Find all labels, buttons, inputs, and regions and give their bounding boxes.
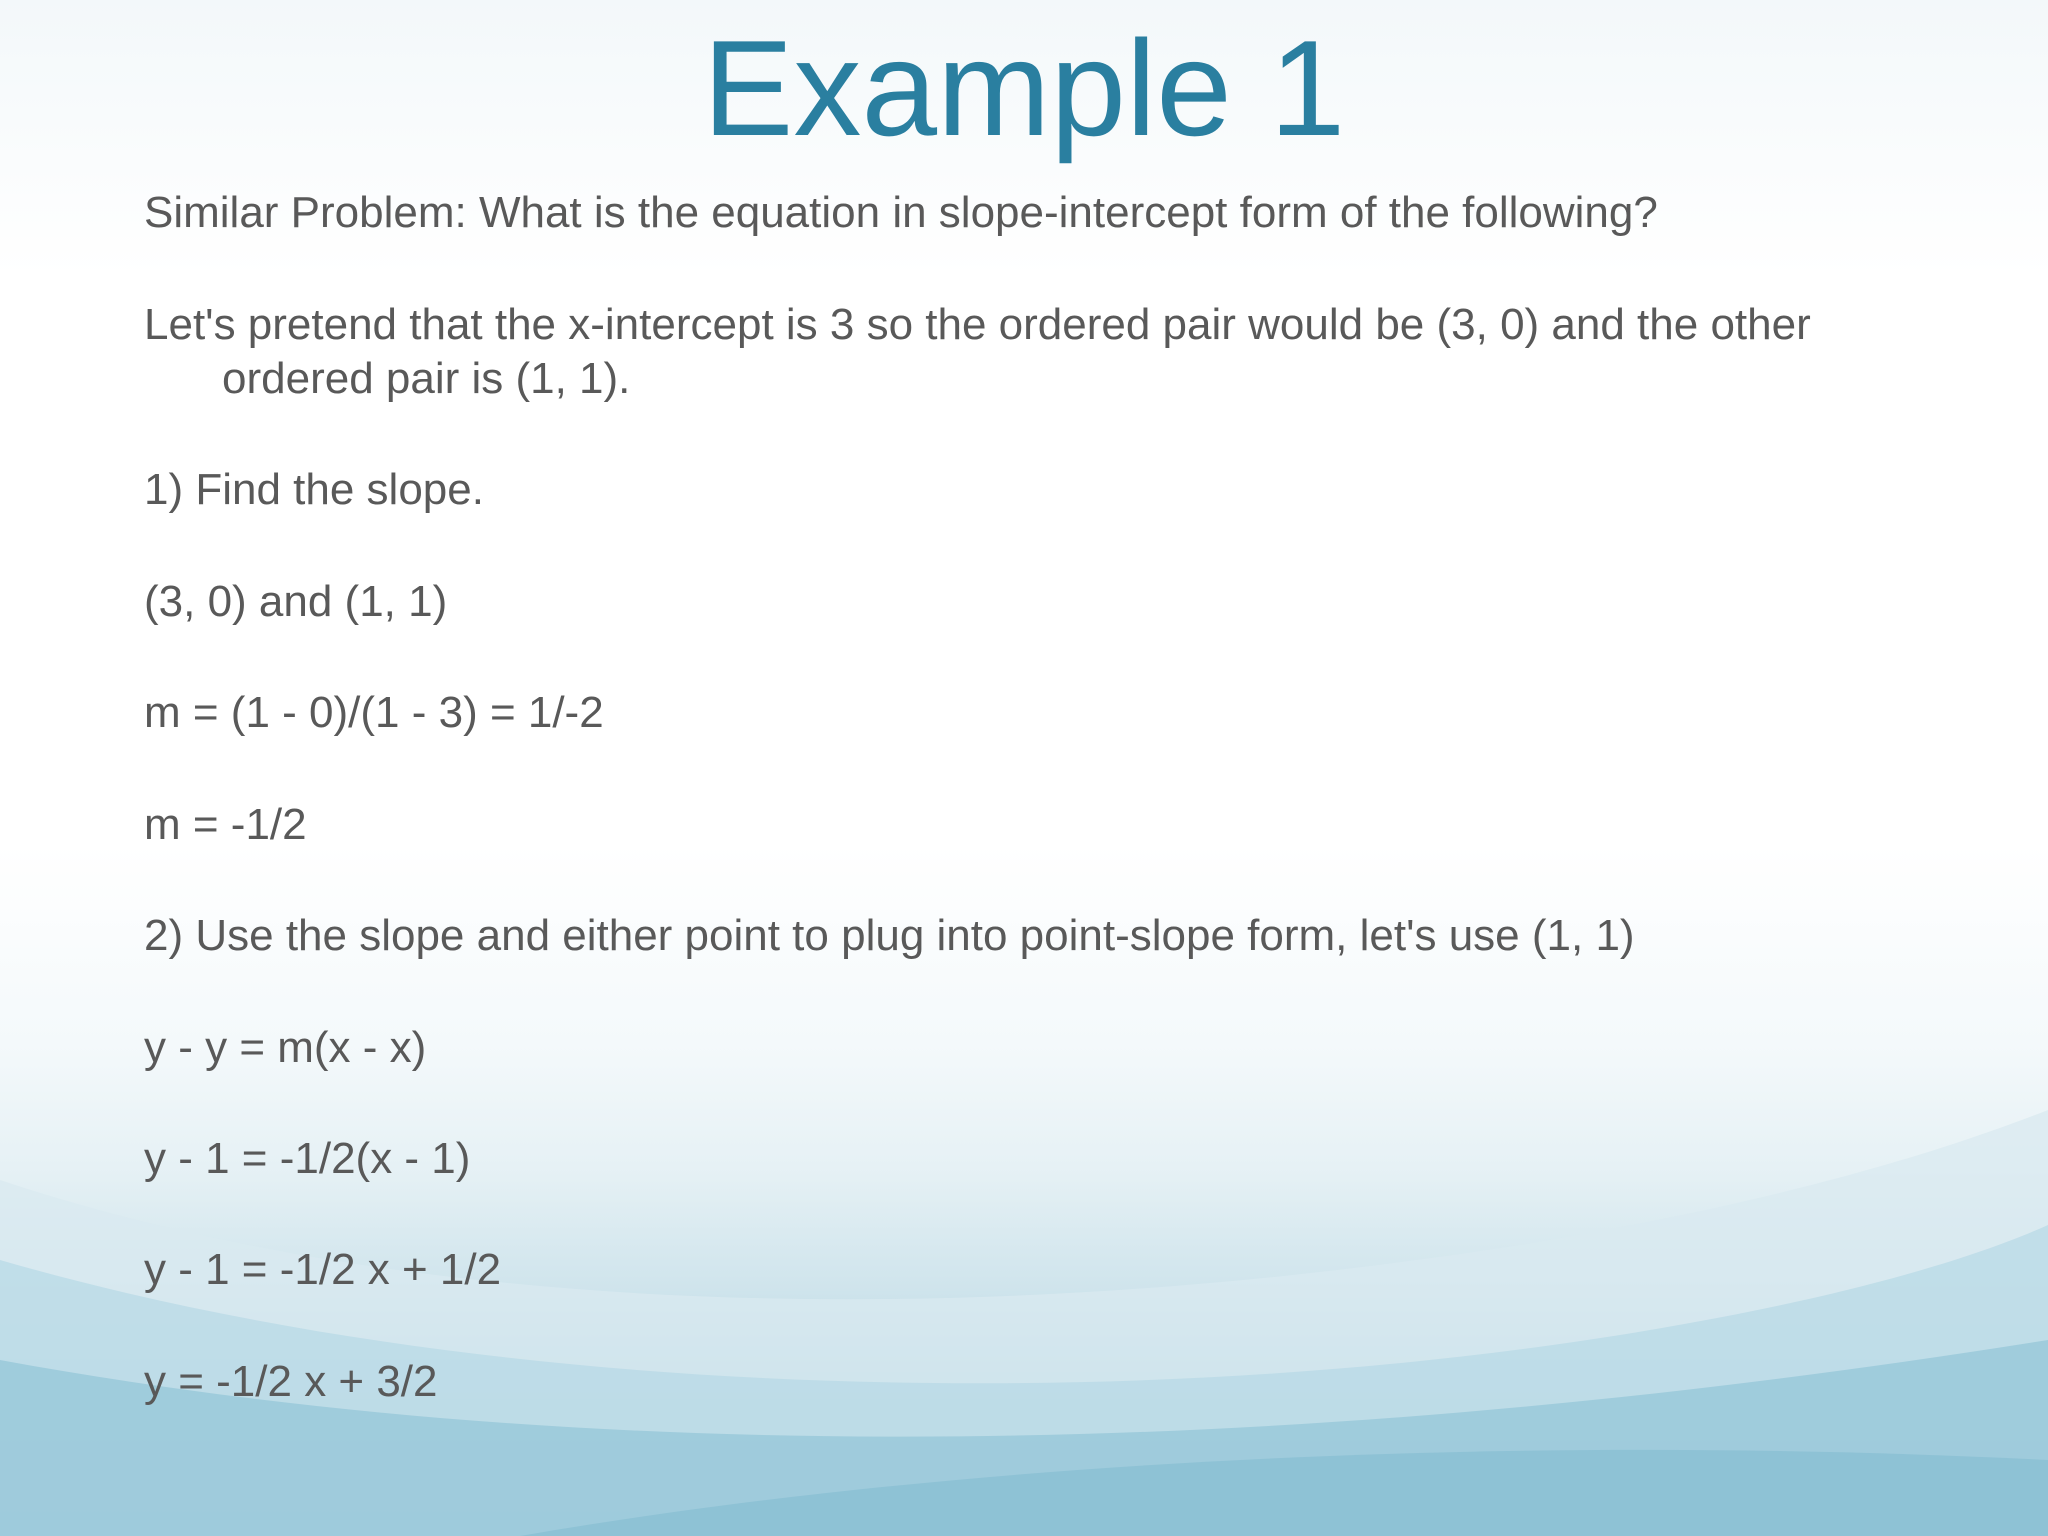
final-equation: y = -1/2 x + 3/2 <box>144 1357 438 1406</box>
substitution-line: y - 1 = -1/2(x - 1) <box>144 1134 471 1183</box>
point-slope-formula: y - y = m(x - x) <box>144 1023 427 1072</box>
slope-result: m = -1/2 <box>144 800 307 849</box>
problem-statement: Similar Problem: What is the equation in slope-intercept form of the following? <box>144 188 1658 237</box>
step-2-heading: 2) Use the slope and either point to plug into point-slope form, let's use (1, 1) <box>144 911 1635 960</box>
assumption-line-2: ordered pair is (1, 1). <box>222 354 631 403</box>
step-1-heading: 1) Find the slope. <box>144 465 484 514</box>
points-line: (3, 0) and (1, 1) <box>144 577 448 626</box>
assumption-line-1: Let's pretend that the x-intercept is 3 so the ordered pair would be (3, 0) and the other <box>144 300 1811 349</box>
slope-calculation: m = (1 - 0)/(1 - 3) = 1/-2 <box>144 688 604 737</box>
slide-title: Example 1 <box>702 12 1346 164</box>
distribution-line: y - 1 = -1/2 x + 1/2 <box>144 1245 502 1294</box>
